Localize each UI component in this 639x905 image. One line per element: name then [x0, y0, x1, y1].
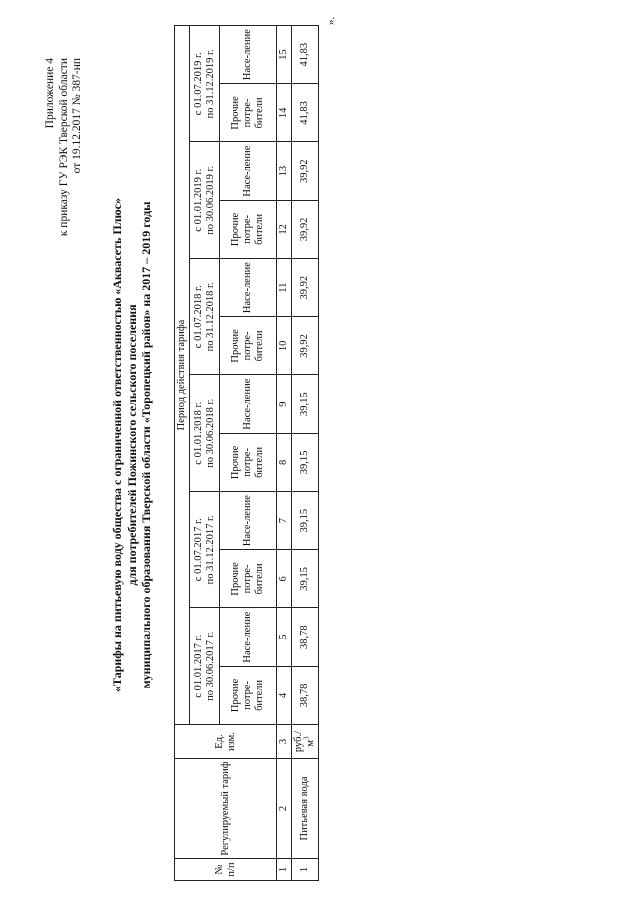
column-number-row: [277, 26, 292, 881]
column-number: 4: [277, 666, 292, 724]
period-end: по 30.06.2017 г.: [204, 631, 216, 701]
period-end: по 31.12.2019 г.: [204, 49, 216, 119]
category-population: Насе-ление: [220, 26, 277, 84]
row-unit: [292, 725, 319, 759]
header-period: Период действия тарифа: [175, 26, 190, 725]
tariff-value: 39,92: [292, 259, 319, 317]
column-number: 10: [277, 317, 292, 375]
column-number: 15: [277, 26, 292, 84]
tariff-value: 39,15: [292, 550, 319, 608]
period-end: по 31.12.2017 г.: [204, 515, 216, 585]
column-number: 7: [277, 492, 292, 550]
tariff-value: 38,78: [292, 666, 319, 724]
closing-mark: ».: [325, 16, 337, 25]
row-no: 1: [292, 859, 319, 881]
category-other: Прочие потре-бители: [220, 200, 277, 258]
category-other: Прочие потре-бители: [220, 84, 277, 142]
period-start: с 01.01.2018 г.: [192, 401, 204, 465]
title-line-2: для потребителей Пожинского сельского поселения: [124, 304, 139, 586]
category-other: Прочие потре-бители: [220, 666, 277, 724]
period-end: по 30.06.2019 г.: [204, 165, 216, 235]
category-population: Насе-ление: [220, 608, 277, 666]
column-number: 14: [277, 84, 292, 142]
tariff-value: 41,83: [292, 26, 319, 84]
period-header: [190, 259, 220, 376]
period-end: по 31.12.2018 г.: [204, 282, 216, 352]
period-start: с 01.07.2018 г.: [192, 285, 204, 349]
category-other: Прочие потре-бители: [220, 550, 277, 608]
unit-superscript: 3: [302, 736, 311, 740]
period-header: [190, 142, 220, 259]
appendix-line-3: от 19.12.2017 № 387-нп: [71, 58, 83, 174]
period-start: с 01.07.2017 г.: [192, 518, 204, 582]
column-number: 9: [277, 375, 292, 433]
header-unit: Ед. изм.: [175, 725, 277, 759]
category-other: Прочие потре-бители: [220, 433, 277, 491]
period-start: с 01.01.2019 г.: [192, 168, 204, 232]
category-population: Насе-ление: [220, 259, 277, 317]
category-population: Насе-ление: [220, 142, 277, 200]
period-header: [190, 492, 220, 609]
title-line-1: «Тарифы на питьевую воду общества с ограниченной ответственностью «Аквасеть Плюс»: [110, 198, 124, 692]
appendix-line-1: Приложение 4: [44, 58, 56, 129]
period-start: с 01.01.2017 г.: [192, 634, 204, 698]
column-number: 13: [277, 142, 292, 200]
tariff-value: 39,15: [292, 375, 319, 433]
header-name: Регулируемый тариф: [175, 759, 277, 859]
period-start: с 01.07.2019 г.: [192, 52, 204, 116]
column-number: 8: [277, 433, 292, 491]
column-number: 2: [277, 759, 292, 859]
period-header: [190, 26, 220, 143]
period-header: [190, 608, 220, 725]
tariff-value: 39,92: [292, 200, 319, 258]
category-population: Насе-ление: [220, 375, 277, 433]
table-row: [292, 26, 319, 881]
column-number: 6: [277, 550, 292, 608]
tariff-value: 39,15: [292, 433, 319, 491]
tariff-value: 39,92: [292, 142, 319, 200]
tariff-value: 39,15: [292, 492, 319, 550]
unit-text: руб./м: [293, 730, 316, 753]
title-line-3: муниципального образования Тверской области «Торопецкий район» на 2017 – 2019 годы: [139, 201, 153, 689]
row-name: Питьевая вода: [292, 759, 319, 859]
column-number: 11: [277, 259, 292, 317]
period-header: [190, 375, 220, 492]
document-title: [110, 85, 154, 805]
column-number: 1: [277, 859, 292, 881]
appendix-line-2: к приказу ГУ РЭК Тверской области: [57, 58, 70, 237]
column-number: 12: [277, 200, 292, 258]
category-other: Прочие потре-бители: [220, 317, 277, 375]
tariff-value: 41,83: [292, 84, 319, 142]
category-population: Насе-ление: [220, 492, 277, 550]
column-number: 3: [277, 725, 292, 759]
tariff-table: [174, 25, 319, 881]
appendix-block: [44, 58, 85, 358]
header-no: № п/п: [175, 859, 277, 881]
period-end: по 30.06.2018 г.: [204, 398, 216, 468]
tariff-value: 38,78: [292, 608, 319, 666]
tariff-value: 39,92: [292, 317, 319, 375]
column-number: 5: [277, 608, 292, 666]
